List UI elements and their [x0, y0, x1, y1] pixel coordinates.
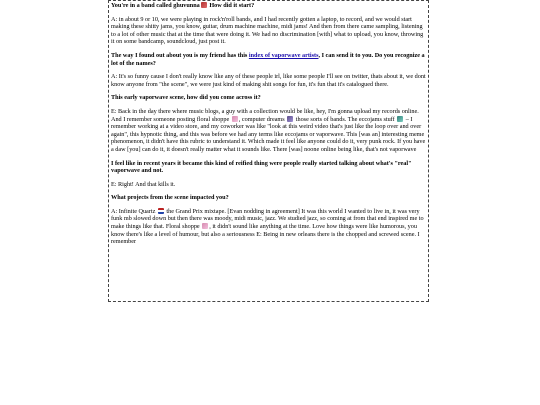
question-1 [111, 2, 427, 10]
question-text: The way I found out about you is my friend has this [111, 51, 249, 59]
floral-shoppe-icon [232, 116, 238, 122]
eccojams-icon [397, 116, 403, 122]
album-art-icon [201, 2, 207, 8]
answer-text: , it didn't sound like anything at the time. Love how things were like humorous, you know there's like a level of humour, but also a seriousness E: Being in new orleans there is the chopped and screwed scene. I remember [111, 223, 420, 246]
answer-text: – I remember working at a video store, and my coworker was like "look at this weird video that's just like the loop over and over again", this hypnotic thing, and this was before we had any terms like eccojams or vaporwave. This [was an] interesting meme phenomenon, it didn't have this rubric to understand it. Which made it feel like anyone could do it, very punk rock. If you have a daw [you] can do it, it doesn't really matter what it sounds like. There [was] noone online being like, that's not vaporwave [111, 115, 426, 153]
question-text: How did it start? [207, 2, 255, 9]
question-text: , I can send it to you. Do you recognize a lot of the names? [111, 51, 425, 67]
answer-text: , computer dreams [238, 115, 287, 123]
article-frame [108, 0, 429, 302]
floral-shoppe-icon [202, 223, 208, 229]
answer-2: A: It's so funny cause I don't really know like any of these people irl, like some people I'll see on twitter, thats about it, we dont know anyone from "the scene", we were just kind of making shit songs for fun, it's fun that it's catalogued there. [111, 73, 426, 88]
question-3: This early vaporwave scene, how did you come across it? [111, 94, 261, 102]
question-5: What projects from the scene impacted you? [111, 194, 229, 202]
infinite-quartz-icon [158, 208, 164, 214]
answer-text: the Grand Prix mixtape. [Evan nodding in agreement] It was this world I wanted to live in, it was very funk mb slowed down but then there was moody, midi music, jazz. We studied jazz, so coming at from that end inspired me to make things like that. Floral shoppe [111, 207, 424, 231]
question-2 [111, 52, 427, 67]
answer-text: those sorts of bands. The eccojams stuff [294, 115, 397, 123]
answer-5 [111, 208, 427, 246]
vaporwave-index-link[interactable]: index of vaporwave artists [248, 51, 319, 59]
answer-1: A: in about 9 or 10, we were playing in rock'n'roll bands, and I had recently gotten a laptop, to record, and we would start making these shitty jams, you know, guitar, drum machine machine, midi jams! And then from there came sampling, listening to a lot of other music that at the time that were doing it. We had no discrimination [with] what to upload, you know, throwing it on some bandcamp, soundcloud, just post it. [111, 15, 424, 46]
answer-text: A: Infinite Quartz [111, 207, 157, 215]
answer-text: E: Back in the day there where music blogs, a guy with a collection would be like, hey, I'm gonna upload my records online. And I remember someone posting floral shoppe [111, 107, 419, 123]
question-4: I feel like in recent years it became this kind of reified thing were people really started talking about what's "real" vaporwave and not. [111, 159, 412, 175]
answer-3 [111, 108, 427, 154]
question-text: You're in a band called ghuvunna [111, 2, 200, 9]
computer-dreams-icon [287, 116, 293, 122]
answer-4: E: Right! And that kills it. [111, 180, 176, 188]
